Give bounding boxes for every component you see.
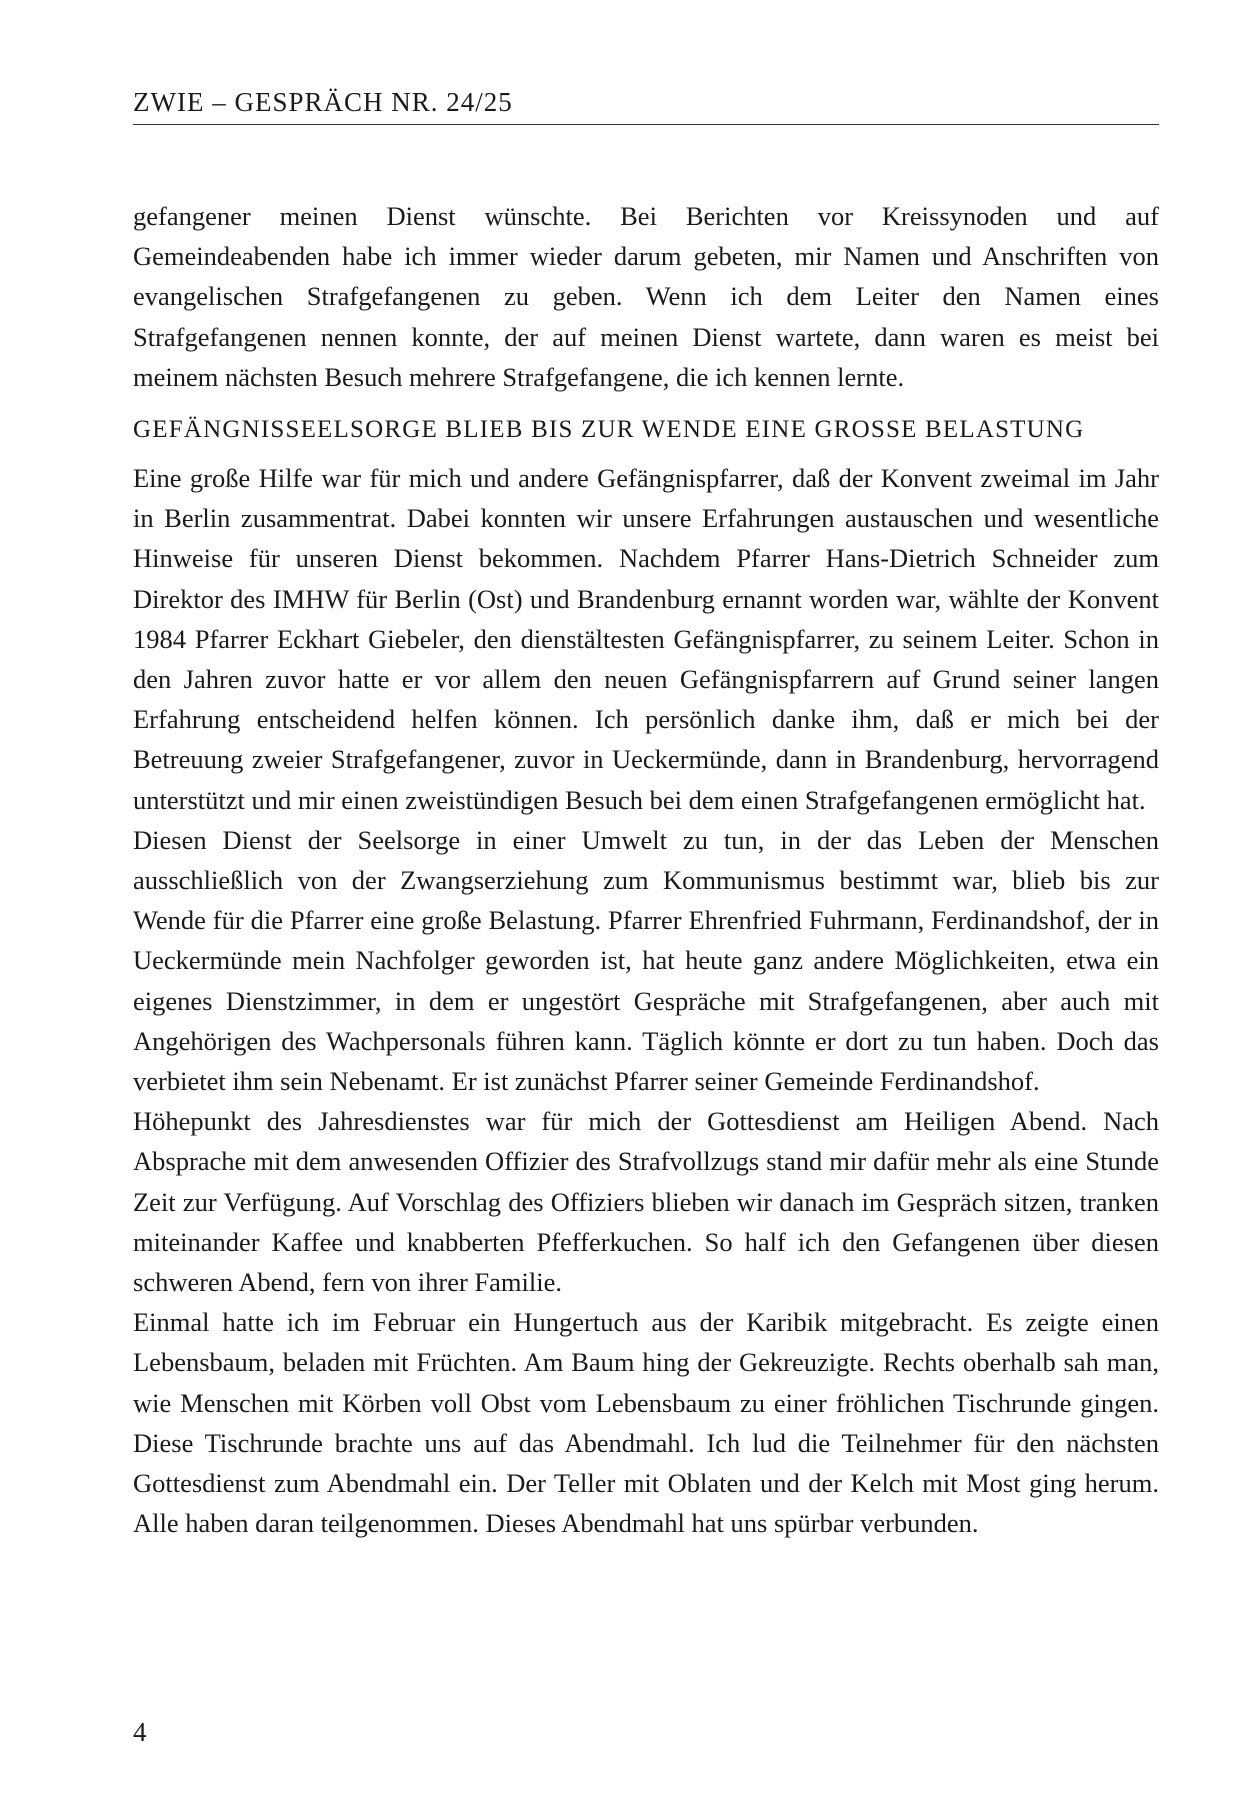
body-paragraph: Eine große Hilfe war für mich und andere Gefängnispfarrer, daß der Konvent zweimal im Jahr in Berlin zusammentrat. Dabei konnten wir unsere Erfahrungen austauschen und wesentliche Hinweise für unseren Dienst bekommen. Nachdem Pfarrer Hans-Dietrich Schneider zum Direktor des IMHW für Berlin (Ost) und Brandenburg ernannt worden war, wählte der Konvent 1984 Pfarrer Eckhart Giebeler, den dienstältesten Gefängnispfarrer, zu seinem Leiter. Schon in den Jahren zuvor hatte er vor allem den neuen Gefängnispfarrern auf Grund seiner langen Erfahrung entscheidend helfen können. Ich persönlich danke ihm, daß er mich bei der Betreuung zweier Strafgefangener, zuvor in Ueckermünde, dann in Brandenburg, hervorragend unterstützt und mir einen zweistündigen Besuch bei dem einen Strafgefangenen ermöglicht hat. bbox=[133, 463, 1159, 815]
page-body bbox=[133, 196, 1159, 1544]
body-paragraph: Höhepunkt des Jahresdienstes war für mich der Gottesdienst am Heiligen Abend. Nach Absprache mit dem anwesenden Offizier des Strafvollzugs stand mir dafür mehr als eine Stunde Zeit zur Verfügung. Auf Vorschlag des Offiziers blieben wir danach im Gespräch sitzen, tranken miteinander Kaffee und knabberten Pfefferkuchen. So half ich den Gefangenen über diesen schweren Abend, fern von ihrer Familie. bbox=[133, 1106, 1159, 1298]
page-number: 4 bbox=[133, 1717, 147, 1747]
intro-paragraph: gefangener meinen Dienst wünschte. Bei Berichten vor Kreissynoden und auf Gemeindeabenden habe ich immer wieder darum gebeten, mir Namen und Anschriften von evangelischen Strafgefangenen zu geben. Wenn ich dem Leiter den Namen eines Strafgefangenen nennen konnte, der auf meinen Dienst wartete, dann waren es meist bei meinem nächsten Besuch mehrere Strafgefangene, die ich kennen lernte. bbox=[133, 201, 1159, 392]
body-paragraph: Einmal hatte ich im Februar ein Hungertuch aus der Karibik mitgebracht. Es zeigte einen Lebensbaum, beladen mit Früchten. Am Baum hing der Gekreuzigte. Rechts oberhalb sah man, wie Menschen mit Körben voll Obst vom Lebensbaum zu einer fröhlichen Tischrunde gingen. Diese Tischrunde brachte uns auf das Abendmahl. Ich lud die Teilnehmer für den nächsten Gottesdienst zum Abendmahl ein. Der Teller mit Oblaten und der Kelch mit Most ging herum. Alle haben daran teilgenommen. Dieses Abendmahl hat uns spürbar verbunden. bbox=[133, 1307, 1159, 1539]
running-header: ZWIE – GESPRÄCH NR. 24/25 bbox=[133, 84, 1159, 125]
section-heading: GEFÄNGNISSEELSORGE BLIEB BIS ZUR WENDE EINE GROSSE BELASTUNG bbox=[133, 416, 1085, 444]
body-paragraph: Diesen Dienst der Seelsorge in einer Umwelt zu tun, in der das Leben der Menschen ausschließlich von der Zwangserziehung zum Kommunismus bestimmt war, blieb bis zur Wende für die Pfarrer eine große Belastung. Pfarrer Ehrenfried Fuhrmann, Ferdinandshof, der in Ueckermünde mein Nachfolger geworden ist, hat heute ganz andere Möglichkeiten, etwa ein eigenes Dienstzimmer, in dem er ungestört Gespräche mit Strafgefangenen, aber auch mit Angehörigen des Wachpersonals führen kann. Täglich könnte er dort zu tun haben. Doch das verbietet ihm sein Nebenamt. Er ist zunächst Pfarrer seiner Gemeinde Ferdinandshof. bbox=[133, 824, 1159, 1097]
